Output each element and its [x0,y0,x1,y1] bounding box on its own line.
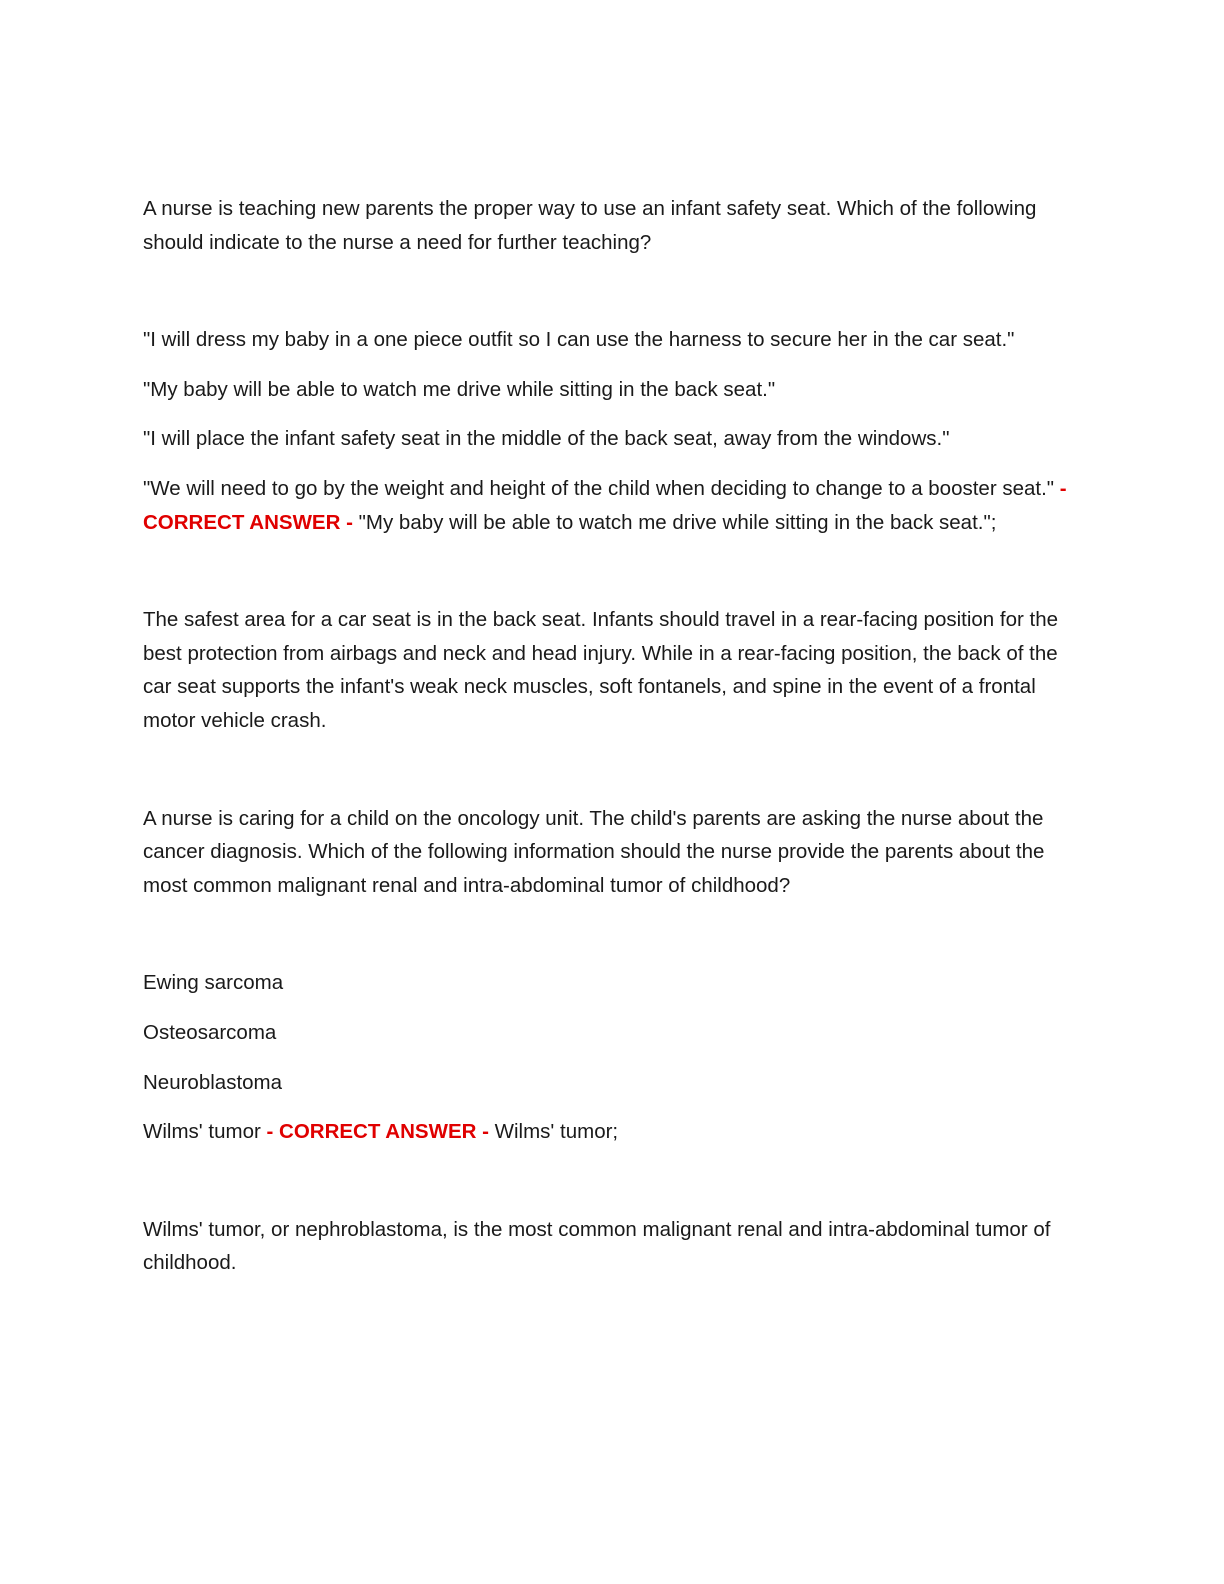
question-1-option-4-with-answer [143,472,1083,539]
question-1-answer: "My baby will be able to watch me drive while sitting in the back seat."; [358,510,997,534]
question-2-option-3: Neuroblastoma [143,1070,283,1094]
question-2-stem: A nurse is caring for a child on the oncology unit. The child's parents are asking the nurse about the cancer diagnosis. Which of the following information should the nurse provide the parents about the most common malignant renal and intra-abdominal tumor of childhood? [143,806,1045,897]
question-1-option-3: "I will place the infant safety seat in the middle of the back seat, away from the windows." [143,427,950,451]
question-1-option-4: "We will need to go by the weight and height of the child when deciding to change to a booster seat." [143,476,1055,500]
question-2-option-2: Osteosarcoma [143,1020,277,1044]
correct-answer-marker: - CORRECT ANSWER - [260,1120,495,1144]
question-1-option-1: "I will dress my baby in a one piece outfit so I can use the harness to secure her in the car seat." [143,328,1015,352]
document-body [143,192,1083,1280]
question-1-stem: A nurse is teaching new parents the proper way to use an infant safety seat. Which of the following should indicate to the nurse a need for further teaching? [143,197,1037,254]
question-2-explanation: Wilms' tumor, or nephroblastoma, is the most common malignant renal and intra-abdominal tumor of childhood. [143,1217,1051,1275]
question-2-option-4: Wilms' tumor [143,1120,261,1144]
question-1-explanation: The safest area for a car seat is in the back seat. Infants should travel in a rear-facing position for the best protection from airbags and neck and head injury. While in a rear-facing position, the back of the car seat supports the infant's weak neck muscles, soft fontanels, and spine in the event of a frontal motor vehicle crash. [143,608,1059,732]
question-2-option-4-with-answer [143,1115,1083,1149]
question-1-option-2: "My baby will be able to watch me drive while sitting in the back seat." [143,377,776,401]
correct-answer-marker: - CORRECT ANSWER - [143,476,1067,534]
question-2-answer: Wilms' tumor; [494,1120,619,1144]
question-2-option-1: Ewing sarcoma [143,971,284,995]
